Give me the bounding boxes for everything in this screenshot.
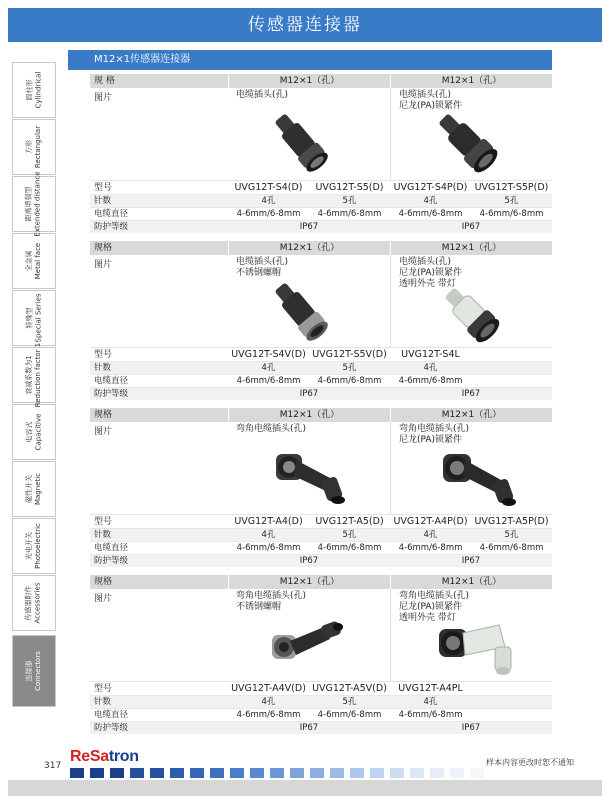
ip-row: 防护等级 IP67 IP67 [90, 220, 552, 233]
picture-row: 图片 电缆插头(孔) 电缆插头(孔) 尼龙(PA)锁紧件 [90, 88, 552, 180]
ip-row: 防护等级 IP67 IP67 [90, 387, 552, 400]
pins-row: 针数 4孔 5孔 4孔 5孔 [90, 528, 552, 541]
sidebar-tab-rectangular[interactable]: 方形 Rectangular [12, 119, 56, 175]
sidebar-tab-extended-distance[interactable]: 距离增强型 Extended distance [12, 176, 56, 232]
cable-row: 电缆直径 4-6mm/6-8mm 4-6mm/6-8mm 4-6mm/6-8mm 4-6mm/6-8mm [90, 207, 552, 220]
model-row: 型号 UVG12T-A4(D) UVG12T-A5(D) UVG12T-A4P(D) UVG12T-A5P(D) [90, 514, 552, 528]
footer-note: 样本内容更改时恕不通知 [486, 758, 574, 767]
product-block-4 [90, 575, 552, 734]
pins-row: 针数 4孔 5孔 4孔 [90, 361, 552, 374]
product-block-2 [90, 241, 552, 400]
model-row: 型号 UVG12T-S4(D) UVG12T-S5(D) UVG12T-S4P(D) UVG12T-S5P(D) [90, 180, 552, 194]
cable-row: 电缆直径 4-6mm/6-8mm 4-6mm/6-8mm 4-6mm/6-8mm [90, 374, 552, 387]
product-block-1 [90, 74, 552, 233]
spec-row: 规格 M12×1（孔） M12×1（孔） [90, 575, 552, 589]
spec-row: 规格 M12×1（孔） M12×1（孔） [90, 241, 552, 255]
model-row: 型号 UVG12T-S4V(D) UVG12T-S5V(D) UVG12T-S4L [90, 347, 552, 361]
decorative-squares [70, 768, 484, 778]
angled-connector-image [272, 444, 352, 510]
sidebar-tab-accessories[interactable]: 传感器附件 Accessories [12, 575, 56, 631]
ip-row: 防护等级 IP67 IP67 [90, 554, 552, 567]
pins-row: 针数 4孔 5孔 4孔 5孔 [90, 194, 552, 207]
straight-connector-led-image [435, 283, 509, 347]
straight-connector-pa-image [431, 108, 505, 178]
ip-row: 防护等级 IP67 IP67 [90, 721, 552, 734]
sidebar-tab-reduction-factor[interactable]: 衰减系数为1 Reduction factor 1 [12, 347, 56, 403]
cable-row: 电缆直径 4-6mm/6-8mm 4-6mm/6-8mm 4-6mm/6-8mm [90, 708, 552, 721]
sidebar-tab-connectors[interactable]: 连接器 Connectors [12, 635, 56, 707]
sidebar-tab-capacitive[interactable]: 电容式 Capacitive [12, 404, 56, 460]
angled-connector-led-image [435, 619, 519, 679]
picture-row: 图片 弯角电缆插头(孔) 弯角电缆插头(孔) 尼龙(PA)锁紧件 [90, 422, 552, 514]
straight-connector-steel-nut-image [266, 277, 336, 347]
bottom-bar [8, 780, 602, 796]
brand-logo: ReSatron [70, 748, 139, 765]
angled-connector-steel-nut-image [268, 619, 348, 679]
page-header: 传感器连接器 [8, 8, 602, 42]
sidebar-tab-special-series[interactable]: 特殊型 Special Series [12, 290, 56, 346]
section-title: M12×1传感器连接器 [68, 50, 552, 70]
angled-connector-pa-image [439, 444, 523, 512]
spec-row: 规格 M12×1（孔） M12×1（孔） [90, 408, 552, 422]
sidebar-tab-metal-face[interactable]: 全金属 Metal face [12, 233, 56, 289]
straight-connector-image [266, 108, 336, 178]
page-number: 317 [44, 761, 62, 771]
model-row: 型号 UVG12T-A4V(D) UVG12T-A5V(D) UVG12T-A4PL [90, 681, 552, 695]
sidebar-tab-cylindrical[interactable]: 圆柱形 Cylindrical [12, 62, 56, 118]
cable-row: 电缆直径 4-6mm/6-8mm 4-6mm/6-8mm 4-6mm/6-8mm 4-6mm/6-8mm [90, 541, 552, 554]
sidebar-tab-photoelectric[interactable]: 光电开关 Photoelectric [12, 518, 56, 574]
pins-row: 针数 4孔 5孔 4孔 [90, 695, 552, 708]
product-block-3 [90, 408, 552, 567]
sidebar-tab-magnetic[interactable]: 磁性开关 Magnetic [12, 461, 56, 517]
spec-row: 规 格 M12×1（孔） M12×1（孔） [90, 74, 552, 88]
picture-row: 图片 弯角电缆插头(孔) 不锈钢螺帽 弯角电缆插头(孔) 尼龙(PA)锁紧件 透明外壳 带灯 [90, 589, 552, 681]
picture-row: 图片 电缆插头(孔) 不锈钢螺帽 电缆插头(孔) 尼龙(PA)锁紧件 透明外壳 带灯 [90, 255, 552, 347]
category-sidebar [12, 62, 56, 708]
